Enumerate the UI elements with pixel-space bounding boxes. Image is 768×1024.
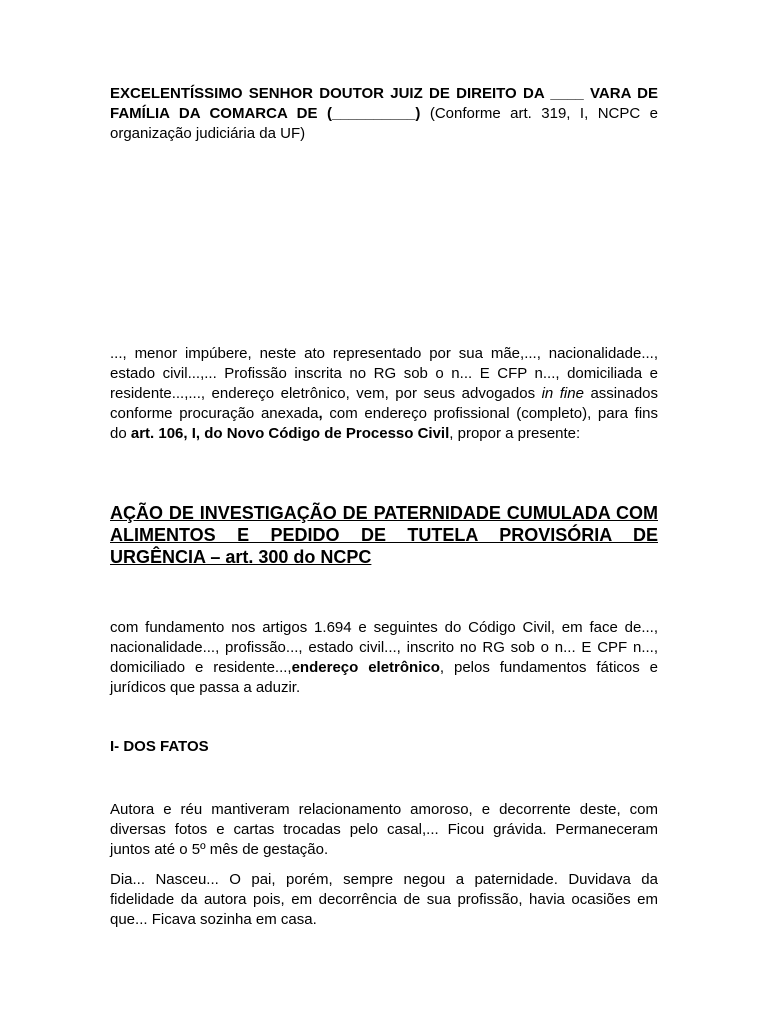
foundation-text-1: com fundamento nos artigos 1.694 e seguintes do Código Civil, em face de..., nacionalidade..., profissão..., estado civil..., inscrito no RG sob o n... E CPF n..., domiciliado e residente..., — [110, 619, 658, 676]
section-heading: I- DOS FATOS — [110, 738, 209, 755]
qualification-text-1: ..., menor impúbere, neste ato representado por sua mãe,..., nacionalidade..., estado civil...,... Profissão inscrita no RG sob o n... E CFP n..., domiciliada e residente...,..., endereço eletrônico, vem, por seus advogados — [110, 345, 658, 402]
action-title: AÇÃO DE INVESTIGAÇÃO DE PATERNIDADE CUMULADA COM ALIMENTOS E PEDIDO DE TUTELA PROVISÓRIA DE URGÊNCIA – art. 300 do NCPC — [110, 503, 658, 567]
foundation-text-3: , pelos fundamentos fáticos e jurídicos que passa a aduzir. — [110, 659, 658, 696]
qualification-bold-comma: , — [318, 405, 323, 422]
qualification-text-7: , propor a presente: — [449, 425, 581, 442]
party-qualification — [110, 344, 658, 444]
court-address-bold: EXCELENTÍSSIMO SENHOR DOUTOR JUIZ DE DIREITO DA ____ VARA DE FAMÍLIA DA COMARCA DE (__________) — [110, 85, 658, 122]
facts-paragraph-2: Dia... Nasceu... O pai, porém, sempre negou a paternidade. Duvidava da fidelidade da autora pois, em decorrência de sua profissão, havia ocasiões em que... Ficava sozinha em casa. — [110, 871, 658, 928]
qualification-text-5: com endereço profissional (completo), para fins do — [110, 405, 658, 442]
qualification-legal-ref: art. 106, I, do Novo Código de Processo Civil — [130, 425, 450, 442]
qualification-italic: in fine — [541, 385, 584, 402]
qualification-text-3: assinados conforme procuração anexada — [110, 385, 658, 422]
foundation-bold: endereço eletrônico — [291, 659, 440, 676]
court-address-note: (Conforme art. 319, I, NCPC e organização judiciária da UF) — [110, 105, 659, 142]
legal-foundation — [110, 618, 658, 698]
court-address — [110, 84, 658, 144]
document-page — [110, 0, 658, 1024]
facts-paragraph-1: Autora e réu mantiveram relacionamento amoroso, e decorrente deste, com diversas fotos e cartas trocadas pelo casal,... Ficou grávida. Permaneceram juntos até o 5º mês de gestação. — [110, 801, 658, 858]
